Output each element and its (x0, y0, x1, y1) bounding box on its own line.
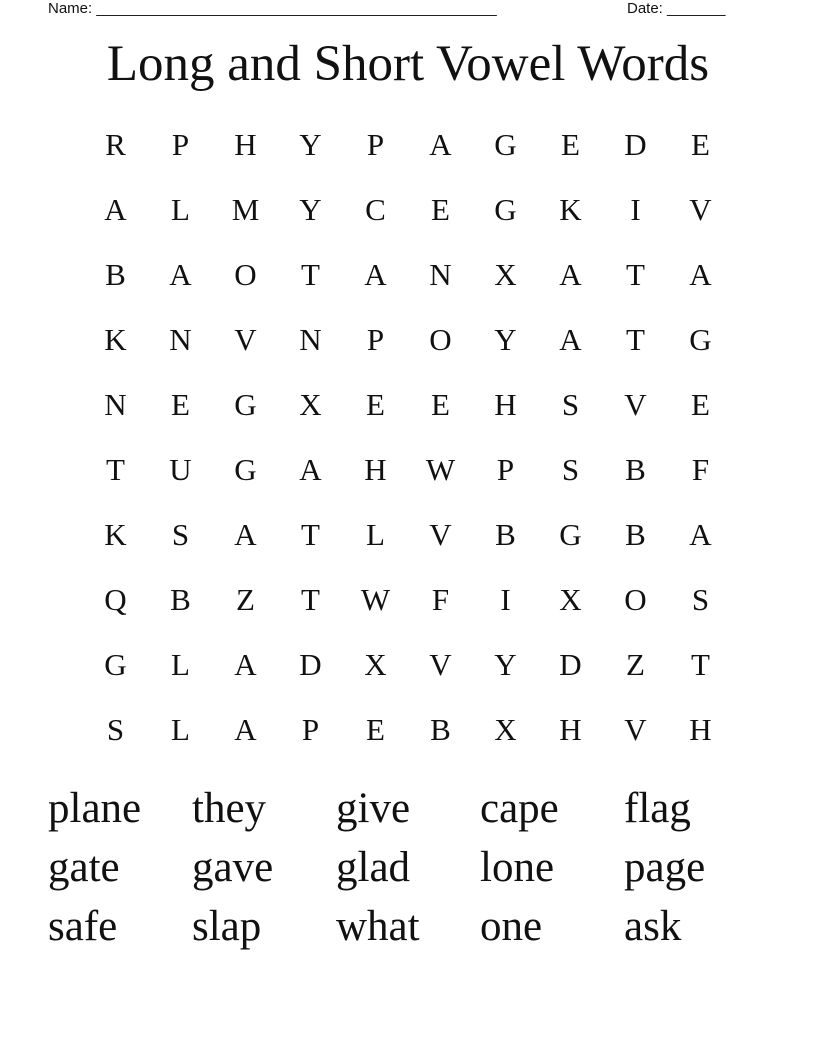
grid-letter[interactable]: B (430, 711, 451, 747)
grid-letter[interactable]: V (429, 646, 452, 682)
grid-letter[interactable]: T (301, 581, 320, 617)
grid-letter[interactable]: Y (299, 126, 322, 162)
word-bank-item: glad (336, 844, 411, 891)
grid-letter[interactable]: G (234, 386, 257, 422)
grid-letter[interactable]: A (559, 256, 582, 292)
grid-letter[interactable]: K (104, 321, 127, 357)
word-bank-item: ask (624, 903, 682, 950)
grid-letter[interactable]: E (431, 386, 450, 422)
grid-letter[interactable]: F (431, 581, 450, 617)
grid-letter[interactable]: I (500, 581, 511, 617)
grid-letter[interactable]: Z (236, 581, 255, 617)
grid-letter[interactable]: Q (104, 581, 127, 617)
grid-letter[interactable]: E (366, 386, 385, 422)
grid-letter[interactable]: I (630, 191, 641, 227)
grid-letter[interactable]: H (689, 711, 712, 747)
grid-letter[interactable]: N (429, 256, 452, 292)
grid-letter[interactable]: B (170, 581, 191, 617)
grid-letter[interactable]: N (169, 321, 192, 357)
grid-letter[interactable]: A (364, 256, 387, 292)
grid-letter[interactable]: O (624, 581, 647, 617)
grid-letter[interactable]: T (691, 646, 710, 682)
word-bank-item: safe (48, 903, 118, 950)
grid-letter[interactable]: Y (299, 191, 322, 227)
grid-letter[interactable]: T (626, 321, 645, 357)
page-title: Long and Short Vowel Words (106, 36, 710, 92)
grid-letter[interactable]: N (299, 321, 322, 357)
grid-letter[interactable]: B (625, 516, 646, 552)
grid-letter[interactable]: S (561, 386, 580, 422)
header-row (48, 0, 740, 20)
grid-letter[interactable]: V (624, 711, 647, 747)
grid-letter[interactable]: O (234, 256, 257, 292)
grid-letter[interactable]: R (105, 126, 126, 162)
word-bank-item: plane (48, 785, 142, 832)
grid-letter[interactable]: V (689, 191, 712, 227)
grid-letter[interactable]: C (365, 191, 386, 227)
grid-letter[interactable]: T (301, 516, 320, 552)
grid-letter[interactable]: O (429, 321, 452, 357)
grid-letter[interactable]: U (169, 451, 192, 487)
grid-letter[interactable]: D (559, 646, 582, 682)
grid-letter[interactable]: G (234, 451, 257, 487)
grid-letter[interactable]: P (366, 126, 385, 162)
grid-letter[interactable]: A (689, 516, 712, 552)
word-bank (48, 779, 768, 956)
grid-letter[interactable]: E (691, 386, 710, 422)
grid-letter[interactable]: B (625, 451, 646, 487)
grid-letter[interactable]: P (366, 321, 385, 357)
grid-letter[interactable]: P (171, 126, 190, 162)
grid-letter[interactable]: Z (626, 646, 645, 682)
word-bank-item: they (192, 785, 267, 832)
grid-letter[interactable]: A (234, 711, 257, 747)
grid-letter[interactable]: H (234, 126, 257, 162)
word-bank-item: cape (480, 785, 559, 832)
grid-letter[interactable]: Y (494, 646, 517, 682)
word-bank-item: flag (624, 785, 691, 832)
word-bank-item: slap (192, 903, 262, 950)
word-bank-item: gate (48, 844, 120, 891)
grid-letter[interactable]: A (559, 321, 582, 357)
grid-letter[interactable]: V (429, 516, 452, 552)
grid-letter[interactable]: H (364, 451, 387, 487)
name-field[interactable]: Name: ________________________________________________ (48, 0, 497, 17)
grid-letter[interactable]: D (624, 126, 647, 162)
grid-letter[interactable]: X (364, 646, 387, 682)
grid-letter[interactable]: K (104, 516, 127, 552)
grid-letter[interactable]: T (301, 256, 320, 292)
grid-letter[interactable]: G (104, 646, 127, 682)
word-bank-item: give (336, 785, 411, 832)
grid-letter[interactable]: V (234, 321, 257, 357)
grid-letter[interactable]: E (431, 191, 450, 227)
grid-letter[interactable]: L (171, 191, 190, 227)
grid-letter[interactable]: X (299, 386, 322, 422)
grid-letter[interactable]: W (425, 451, 456, 487)
word-bank-item: gave (192, 844, 274, 891)
grid-letter[interactable]: A (429, 126, 452, 162)
grid-letter[interactable]: A (234, 646, 257, 682)
word-bank-item: one (480, 903, 543, 950)
grid-letter[interactable]: W (360, 581, 391, 617)
grid-letter[interactable]: B (105, 256, 126, 292)
grid-letter[interactable]: E (561, 126, 580, 162)
grid-letter[interactable]: E (691, 126, 710, 162)
grid-letter[interactable]: S (106, 711, 125, 747)
grid-letter[interactable]: L (366, 516, 385, 552)
grid-letter[interactable]: G (494, 126, 517, 162)
grid-letter[interactable]: Y (494, 321, 517, 357)
grid-letter[interactable]: A (689, 256, 712, 292)
grid-letter[interactable]: H (494, 386, 517, 422)
grid-letter[interactable]: D (299, 646, 322, 682)
word-bank-item: what (336, 903, 420, 950)
grid-letter[interactable]: A (169, 256, 192, 292)
grid-letter[interactable]: X (559, 581, 582, 617)
grid-letter[interactable]: K (559, 191, 582, 227)
grid-letter[interactable]: A (104, 191, 127, 227)
grid-letter[interactable]: S (691, 581, 710, 617)
word-bank-item: page (624, 844, 706, 891)
grid-letter[interactable]: S (561, 451, 580, 487)
grid-letter[interactable]: T (106, 451, 125, 487)
date-field[interactable]: Date: _______ (627, 0, 726, 17)
word-bank-item: lone (480, 844, 555, 891)
grid-letter[interactable]: X (494, 256, 517, 292)
grid-letter[interactable]: T (626, 256, 645, 292)
grid-letter[interactable]: L (171, 711, 190, 747)
letter-grid (83, 112, 733, 762)
grid-letter[interactable]: B (495, 516, 516, 552)
grid-letter[interactable]: E (366, 711, 385, 747)
grid-letter[interactable]: G (494, 191, 517, 227)
grid-letter[interactable]: N (104, 386, 127, 422)
grid-letter[interactable]: H (559, 711, 582, 747)
grid-letter[interactable]: S (171, 516, 190, 552)
grid-letter[interactable]: M (231, 191, 260, 227)
grid-letter[interactable]: A (299, 451, 322, 487)
grid-letter[interactable]: P (496, 451, 515, 487)
grid-letter[interactable]: A (234, 516, 257, 552)
grid-letter[interactable]: G (559, 516, 582, 552)
grid-letter[interactable]: X (494, 711, 517, 747)
grid-letter[interactable]: F (691, 451, 710, 487)
grid-letter[interactable]: V (624, 386, 647, 422)
grid-letter[interactable]: L (171, 646, 190, 682)
grid-letter[interactable]: E (171, 386, 190, 422)
grid-letter[interactable]: G (689, 321, 712, 357)
grid-letter[interactable]: P (301, 711, 320, 747)
